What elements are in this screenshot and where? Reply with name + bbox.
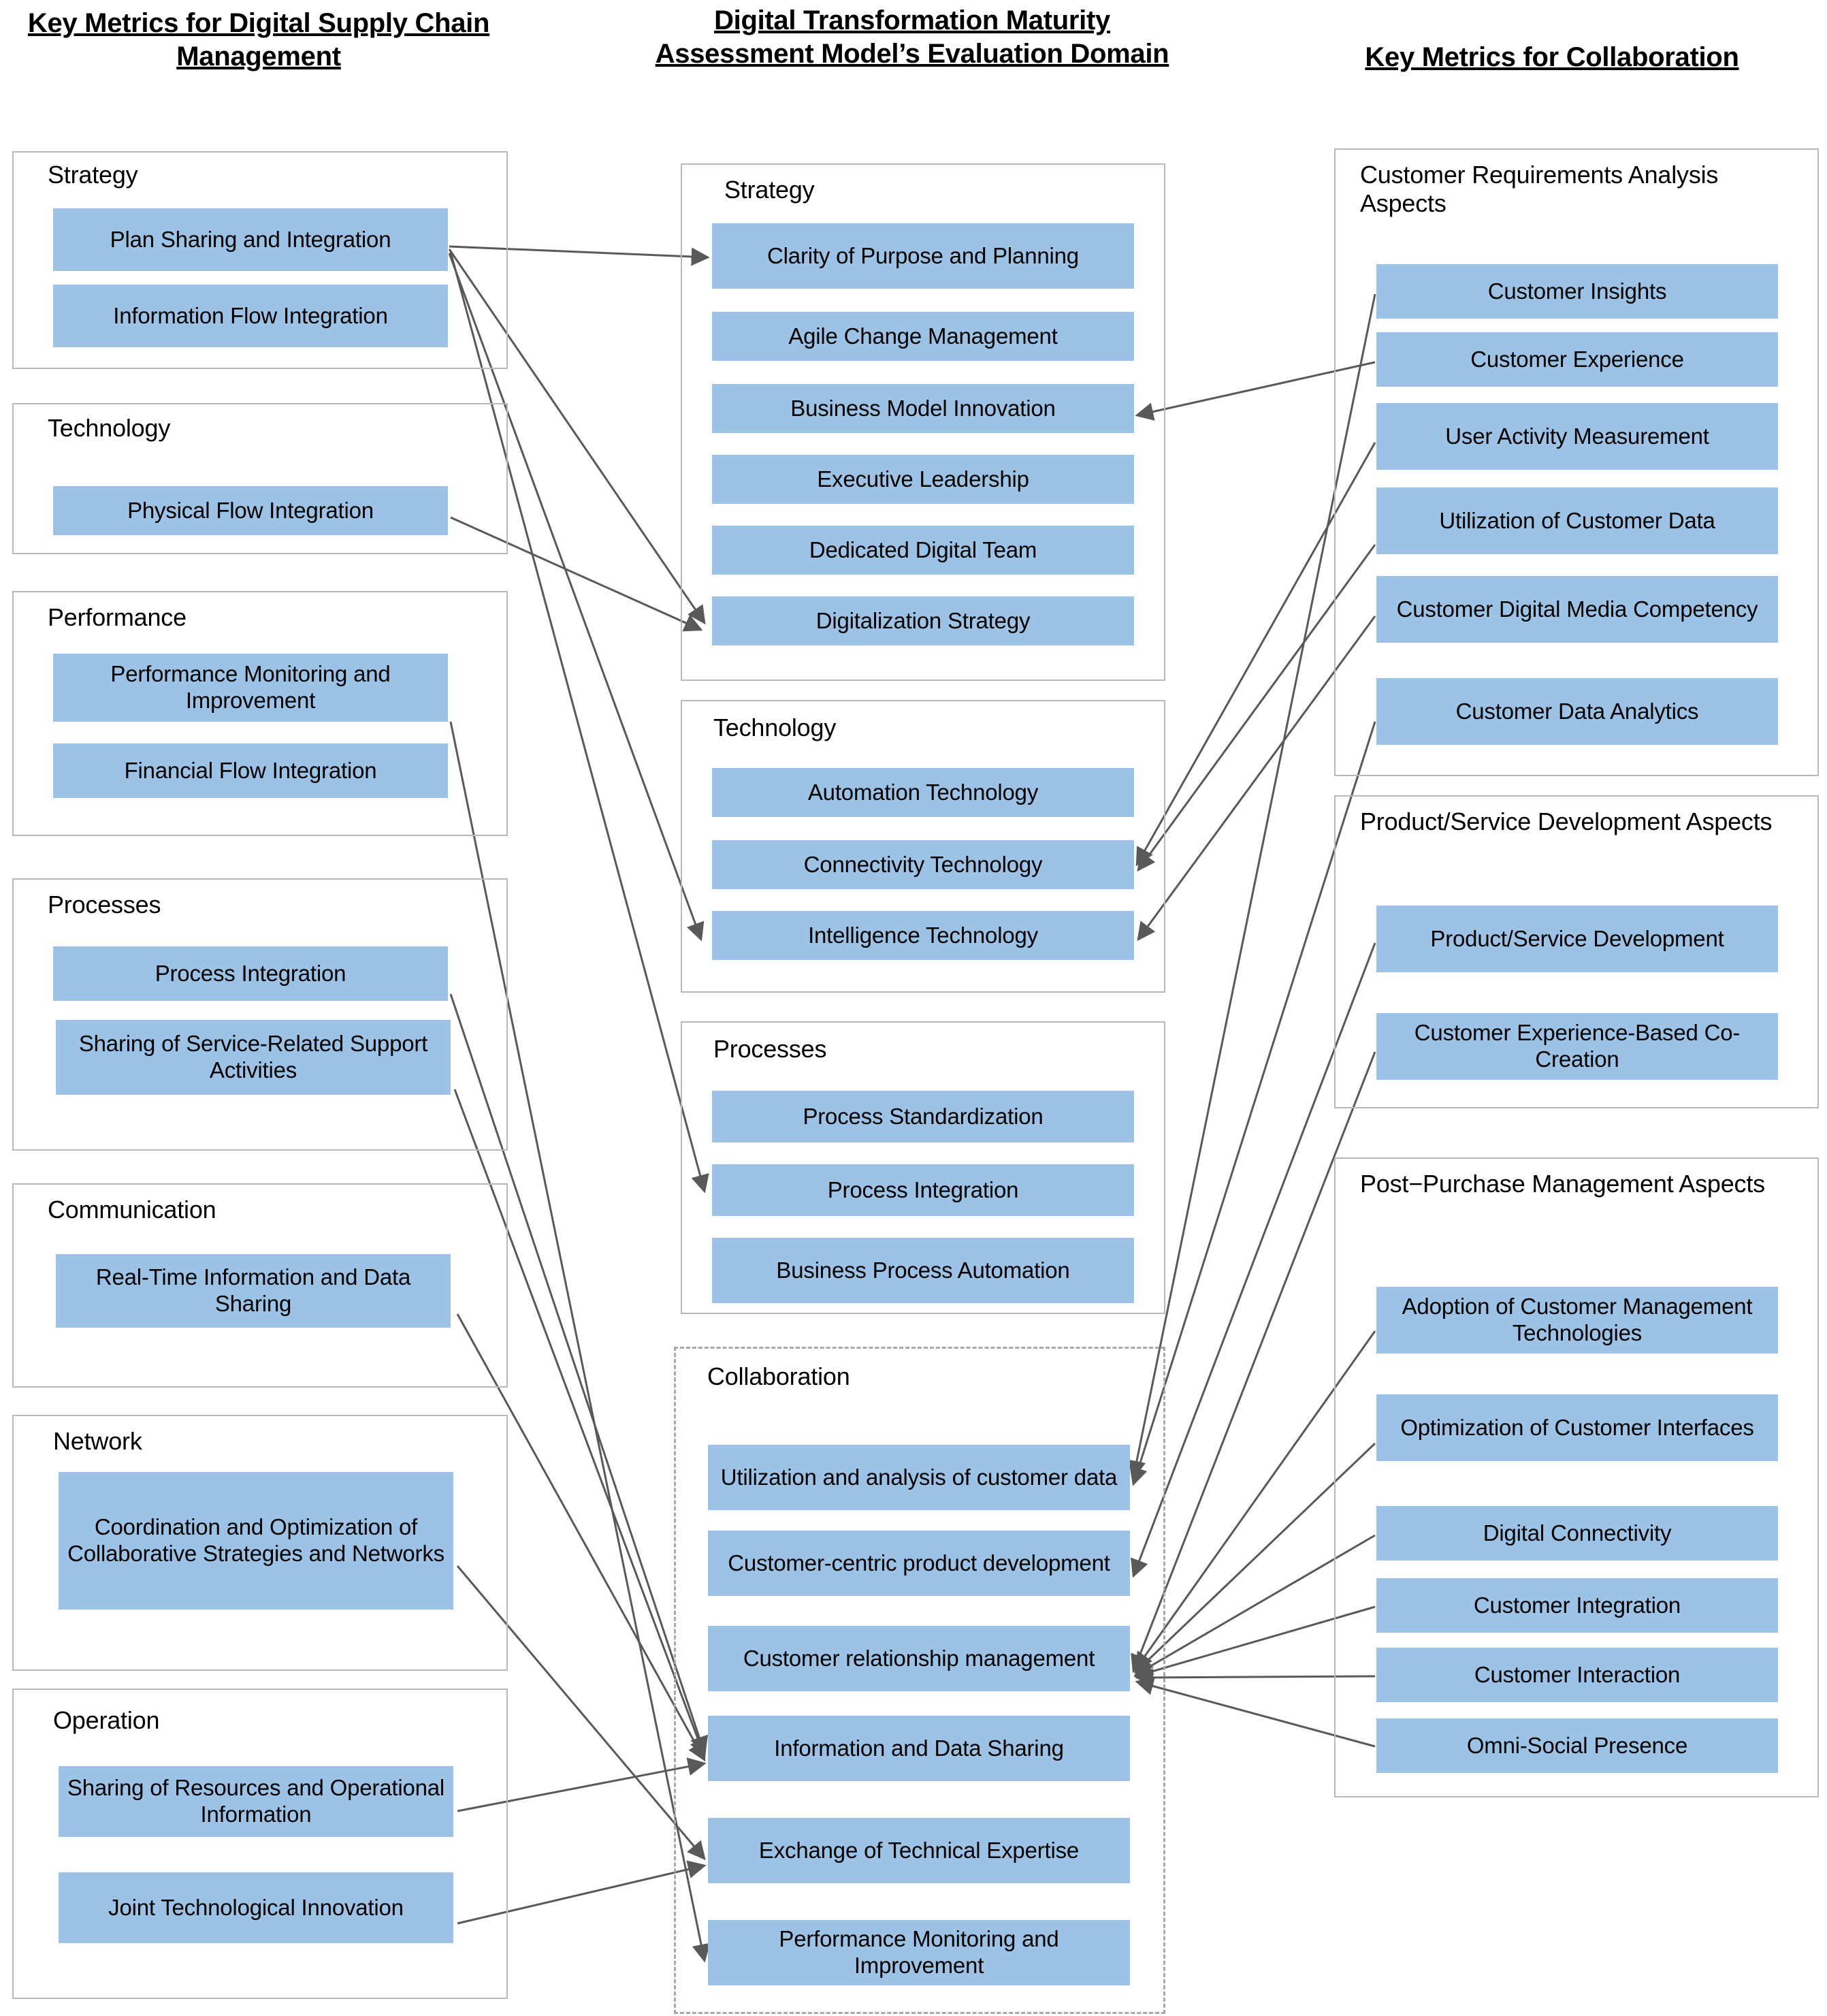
node-center-performance-monitoring-and-improvement[interactable]: Performance Monitoring and Improvement <box>708 1920 1130 1985</box>
node-left-performance-monitoring-and-improvement[interactable]: Performance Monitoring and Improvement <box>53 654 448 722</box>
node-center-business-process-automation[interactable]: Business Process Automation <box>712 1238 1134 1303</box>
column-left-title: Key Metrics for Digital Supply Chain Management <box>27 8 490 71</box>
column-left <box>7 7 511 74</box>
node-center-utilization-and-analysis-of-customer-data[interactable]: Utilization and analysis of customer data <box>708 1445 1130 1510</box>
node-left-financial-flow-integration[interactable]: Financial Flow Integration <box>53 743 448 798</box>
node-left-real-time-information-and-data-sharing[interactable]: Real-Time Information and Data Sharing <box>56 1254 451 1328</box>
group-title: Technology <box>48 414 171 442</box>
node-center-process-standardization[interactable]: Process Standardization <box>712 1091 1134 1142</box>
node-center-intelligence-technology[interactable]: Intelligence Technology <box>712 911 1134 960</box>
node-left-process-integration[interactable]: Process Integration <box>53 946 448 1001</box>
node-right-customer-data-analytics[interactable]: Customer Data Analytics <box>1376 678 1778 745</box>
column-right-title: Key Metrics for Collaboration <box>1365 42 1739 72</box>
node-left-physical-flow-integration[interactable]: Physical Flow Integration <box>53 486 448 535</box>
node-center-customer-centric-product-development[interactable]: Customer-centric product development <box>708 1531 1130 1596</box>
group-title: Customer Requirements Analysis Aspects <box>1360 161 1719 218</box>
node-center-information-and-data-sharing[interactable]: Information and Data Sharing <box>708 1716 1130 1781</box>
group-title: Network <box>53 1427 142 1455</box>
node-center-digitalization-strategy[interactable]: Digitalization Strategy <box>712 596 1134 645</box>
node-left-sharing-of-service-related-support-activities[interactable]: Sharing of Service-Related Support Activities <box>56 1020 451 1095</box>
group-title: Post−Purchase Management Aspects <box>1360 1170 1765 1198</box>
group-title: Strategy <box>724 176 815 204</box>
node-right-customer-integration[interactable]: Customer Integration <box>1376 1578 1778 1633</box>
node-center-executive-leadership[interactable]: Executive Leadership <box>712 455 1134 504</box>
node-right-product-service-development[interactable]: Product/Service Development <box>1376 906 1778 972</box>
group-title: Technology <box>713 714 837 741</box>
column-center-title: Digital Transformation Maturity Assessment Model’s Evaluation Domain <box>655 5 1169 69</box>
node-center-dedicated-digital-team[interactable]: Dedicated Digital Team <box>712 526 1134 575</box>
node-right-customer-digital-media-competency[interactable]: Customer Digital Media Competency <box>1376 576 1778 643</box>
node-center-agile-change-management[interactable]: Agile Change Management <box>712 312 1134 361</box>
node-right-customer-interaction[interactable]: Customer Interaction <box>1376 1648 1778 1702</box>
group-left-operation <box>12 1689 508 1999</box>
node-right-customer-insights[interactable]: Customer Insights <box>1376 264 1778 319</box>
node-left-sharing-of-resources-and-operational-information[interactable]: Sharing of Resources and Operational Information <box>59 1766 453 1837</box>
group-title: Operation <box>53 1706 160 1734</box>
node-center-customer-relationship-management[interactable]: Customer relationship management <box>708 1626 1130 1691</box>
group-left-processes <box>12 878 508 1151</box>
node-right-omni-social-presence[interactable]: Omni-Social Presence <box>1376 1718 1778 1773</box>
node-left-coordination-and-optimization-of-collaborative-strategies-and-networks[interactable]: Coordination and Optimization of Collaborative Strategies and Networks <box>59 1472 453 1610</box>
group-title: Product/Service Development Aspects <box>1360 807 1773 835</box>
node-center-connectivity-technology[interactable]: Connectivity Technology <box>712 840 1134 889</box>
node-center-process-integration[interactable]: Process Integration <box>712 1164 1134 1216</box>
node-right-digital-connectivity[interactable]: Digital Connectivity <box>1376 1506 1778 1561</box>
node-left-plan-sharing-and-integration[interactable]: Plan Sharing and Integration <box>53 208 448 271</box>
group-title: Processes <box>48 891 161 918</box>
node-center-exchange-of-technical-expertise[interactable]: Exchange of Technical Expertise <box>708 1818 1130 1883</box>
node-right-utilization-of-customer-data[interactable]: Utilization of Customer Data <box>1376 487 1778 554</box>
node-right-adoption-of-customer-management-technologies[interactable]: Adoption of Customer Management Technologies <box>1376 1287 1778 1354</box>
group-title: Performance <box>48 603 187 631</box>
node-right-customer-experience-based-co-creation[interactable]: Customer Experience-Based Co-Creation <box>1376 1013 1778 1080</box>
node-right-customer-experience[interactable]: Customer Experience <box>1376 332 1778 387</box>
node-center-business-model-innovation[interactable]: Business Model Innovation <box>712 384 1134 433</box>
node-center-automation-technology[interactable]: Automation Technology <box>712 768 1134 817</box>
group-title: Processes <box>713 1035 827 1063</box>
node-left-information-flow-integration[interactable]: Information Flow Integration <box>53 285 448 347</box>
node-left-joint-technological-innovation[interactable]: Joint Technological Innovation <box>59 1872 453 1943</box>
node-right-user-activity-measurement[interactable]: User Activity Measurement <box>1376 403 1778 470</box>
node-center-clarity-of-purpose-and-planning[interactable]: Clarity of Purpose and Planning <box>712 223 1134 289</box>
group-title: Communication <box>48 1196 216 1223</box>
group-title: Collaboration <box>707 1362 850 1390</box>
group-title: Strategy <box>48 161 138 189</box>
column-center <box>633 4 1191 71</box>
column-right <box>1293 41 1811 74</box>
node-right-optimization-of-customer-interfaces[interactable]: Optimization of Customer Interfaces <box>1376 1394 1778 1461</box>
